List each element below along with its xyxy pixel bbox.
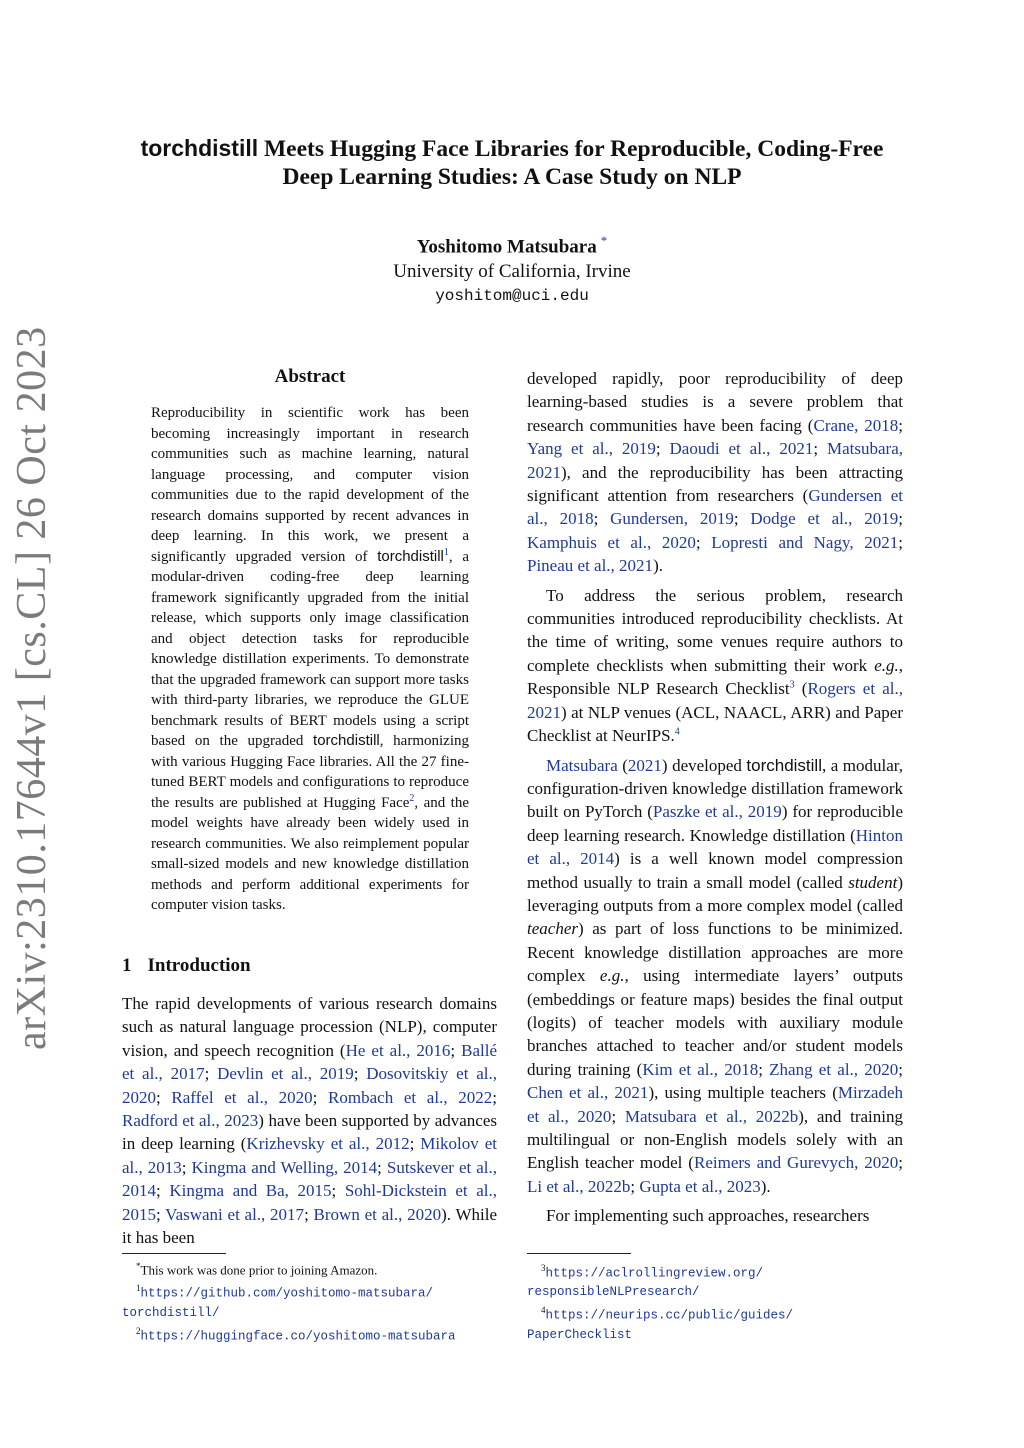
citation-link[interactable]: Yang et al., 2019 [527,439,656,459]
abstract-text-3: , harmonizing with various Hugging Face libraries. All the 27 fine-tuned BERT models and configurations to reproduce the results are published at Hugging Face [151,733,469,811]
footnote-1-url[interactable]: https://github.com/yoshitomo-matsubara/ [140,1286,434,1301]
citation-link[interactable]: Matsubara [546,755,618,775]
section-title: Introduction [147,955,251,976]
text-span: ), using multiple teachers ( [648,1083,838,1103]
citation-link[interactable]: Hinton et al., 2014 [527,825,903,869]
arxiv-identifier-stamp: arXiv:2310.17644v1 [cs.CL] 26 Oct 2023 [9,326,55,1050]
footnote-3 [527,1259,903,1282]
text-span: , using intermediate layers’ outputs (embeddings or feature maps) besides the final output (logits) of teacher models with auxiliary module branches attached to teacher and/or student models during training ( [527,966,903,1079]
footnote-2 [122,1322,502,1345]
footnote-divider-right [527,1253,631,1254]
footnote-mark: * [136,1261,141,1271]
abstract-text-4: , and the model weights have already been widely used in research communities. We also reimplement popular small-sized models and new knowledge distillation methods and perform additional experiments for computer vision tasks. [151,794,469,913]
title-line1: Meets Hugging Face Libraries for Reproducible, Coding-Free [258,136,884,162]
text-span: ) developed [661,755,747,775]
citation-link[interactable]: Gupta et al., 2023 [639,1176,761,1196]
citation-link[interactable]: Gundersen, 2019 [610,509,734,529]
paragraph-knowledge-distillation: Matsubara (2021) developed torchdistill, a modular, configuration-driven knowledge distillation framework built on PyTorch (Paszke et al., 2019) for reproducible deep learning research. Knowledge distillation (Hinton et al., 2014) is a well known model compression method usually to train a small model (called student) leveraging outputs from a more complex model (called teacher) as part of loss functions to be minimized. Recent knowledge distillation approaches are more complex e.g., using intermediate layers’ outputs (embeddings or feature maps) besides the final output (logits) of teacher models with auxiliary module branches attached to teacher and/or student models during training (Kim et al., 2018; Zhang et al., 2020; Chen et al., 2021), using multiple teachers (Mirzadeh et al., 2020; Matsubara et al., 2022b), and training multilingual or non-English models solely with an English teacher model (Reimers and Gurevych, 2020; Li et al., 2022b; Gupta et al., 2023). [527,755,904,1196]
text-span: ) at NLP venues (ACL, NAACL, ARR) and Paper Checklist at NeurIPS. [527,702,903,746]
citation-link[interactable]: Rombach et al., 2022 [328,1087,493,1107]
citation-link[interactable]: Crane, 2018 [813,415,899,435]
citation-link[interactable]: Dosovitskiy et al., 2020 [122,1064,497,1107]
citation-link[interactable]: Zhang et al., 2020 [769,1059,899,1079]
citation-link[interactable]: Mirzadeh et al., 2020 [527,1083,904,1126]
intro-text-2: ) have been supported by advances in deep learning ( [122,1111,498,1154]
footnotes-right [527,1259,903,1344]
author-block [262,228,762,309]
abstract-tool-name: torchdistill [377,547,444,565]
footnote-3-cont [527,1282,903,1301]
section-number: 1 [122,955,132,976]
text-span: ) for reproducible deep learning research. Knowledge distillation ( [527,802,903,845]
footnote-3-link[interactable]: 3 [789,679,795,691]
citation-link[interactable]: Ballé et al., 2017 [122,1040,497,1084]
author-footnote-link[interactable]: * [600,233,608,248]
intro-text-3: ). While it has been [122,1204,497,1248]
abstract-body [151,403,469,916]
citation-link[interactable]: Matsubara et al., 2022b [624,1106,799,1126]
citation-link[interactable]: Vaswani et al., 2017 [165,1204,305,1224]
footnote-mark: 1 [136,1283,141,1294]
citation-link[interactable]: Lopresti and Nagy, 2021 [711,532,899,552]
text-span: ) is a well known model compression method usually to train a small model (called [527,849,903,892]
text-span: , Responsible NLP Research Checklist [527,655,903,699]
citation-link[interactable]: Brown et al., 2020 [313,1204,442,1224]
emphasis-eg: e.g. [874,655,899,675]
abstract-tool-name-2: torchdistill [313,732,380,749]
footnote-1 [122,1279,502,1302]
footnote-1-url-cont[interactable]: torchdistill/ [122,1305,220,1320]
text-span: For implementing such approaches, researchers [546,1206,870,1226]
text-span: developed rapidly, poor reproducibility of deep learning-based studies is a severe problem that research communities have been facing ( [527,369,903,435]
citation-link[interactable]: Kamphuis et al., 2020 [527,532,696,552]
author-name: Yoshitomo Matsubara [416,236,597,258]
footnote-star [122,1257,502,1279]
paragraph-checklists: To address the serious problem, research communities introduced reproducibility checklists. At the time of writing, some venues require authors to complete checklists when submitting their work e.g., Responsible NLP Research Checklist$^3$ (Rogers et al., 2021) at NLP venues (ACL, NAACL, ARR) and Paper Checklist at NeurIPS.$^4$ [527,585,904,746]
emphasis-eg: e.g. [599,966,625,986]
text-span: ). [760,1176,771,1196]
text-span: To address the serious problem, research communities introduced reproducibility checklists. At the time of writing, some venues require authors to complete checklists when submitting their work [527,585,903,675]
text-span: , a modular, configuration-driven knowledge distillation framework built on PyTorch ( [527,755,903,822]
citation-link[interactable]: Matsubara, 2021 [527,439,903,482]
citation-link[interactable]: Paszke et al., 2019 [652,802,782,822]
footnotes-left [122,1257,502,1345]
text-span: ). [653,556,663,576]
text-span: ) as part of loss functions to be minimized. Recent knowledge distillation approaches are more complex [527,919,903,986]
citation-link[interactable]: Dodge et al., 2019 [750,509,899,529]
footnote-3-url-cont[interactable]: responsibleNLPresearch/ [527,1285,700,1300]
citation-link[interactable]: Gundersen et al., 2018 [527,486,903,529]
abstract-heading: Abstract [274,366,346,387]
author-email: yoshitom@uci.edu [435,287,589,306]
citation-link[interactable]: Rogers et al., 2021 [527,679,904,722]
citation-link[interactable]: Kim et al., 2018 [642,1059,759,1079]
citation-link[interactable]: Sutskever et al., 2014 [122,1157,497,1201]
footnote-1-cont [122,1303,502,1322]
citation-link[interactable]: Chen et al., 2021 [527,1083,649,1103]
abstract-text-2: , a modular-driven coding-free deep learning framework significantly upgraded from the initial release, which supports only image classification and object detection tasks for reproducible knowledge distillation experiments. To demonstrate that the upgraded framework can support more tasks with third-party libraries, we reproduce the GLUE benchmark results of BERT models using a script based on the upgraded [151,548,469,749]
citation-link[interactable]: He et al., 2016 [345,1040,451,1060]
footnote-mark: 3 [541,1263,546,1273]
citation-link[interactable]: Krizhevsky et al., 2012 [246,1134,410,1154]
emphasis-teacher: teacher [527,919,578,939]
footnote-2-link[interactable]: 2 [409,792,415,804]
title-tool-name: torchdistill [140,135,259,161]
citation-link[interactable]: Li et al., 2022b [527,1176,631,1196]
footnote-2-url[interactable]: https://huggingface.co/yoshitomo-matsubara [140,1328,456,1343]
abstract-text-1: Reproducibility in scientific work has been becoming increasingly important in research communities such as machine learning, natural language processing, and computer vision communities due to the rapid development of the research domains supported by recent advances in deep learning. In this work, we present a significantly upgraded version of [151,405,469,565]
citation-link[interactable]: Pineau et al., 2021 [527,556,654,576]
citation-link[interactable]: Devlin et al., 2019 [217,1064,354,1084]
footnote-text: This work was done prior to joining Amazon. [140,1262,378,1278]
footnote-4-url-cont[interactable]: PaperChecklist [527,1327,633,1342]
citation-link[interactable]: Mikolov et al., 2013 [122,1134,497,1177]
intro-text-1: The rapid developments of various research domains such as natural language procession (NLP), computer vision, and speech recognition ( [122,994,497,1060]
text-span: ) leveraging outputs from a more complex model (called [527,872,903,915]
footnote-1-link[interactable]: 1 [443,546,449,558]
paper-title [100,134,924,191]
right-column-body [527,367,903,1234]
paragraph-reproducibility: developed rapidly, poor reproducibility of deep learning-based studies is a severe problem that research communities have been facing (Crane, 2018; Yang et al., 2019; Daoudi et al., 2021; Matsubara, 2021), and the reproducibility has been attracting significant attention from researchers (Gundersen et al., 2018; Gundersen, 2019; Dodge et al., 2019; Kamphuis et al., 2020; Lopresti and Nagy, 2021; Pineau et al., 2021). [527,369,904,576]
footnote-divider-left [122,1253,226,1254]
footnote-4-url[interactable]: https://neurips.cc/public/guides/ [545,1308,794,1323]
text-span: ), and training multilingual or non-English models solely with an English teacher model ( [527,1106,903,1173]
introduction-paragraph: The rapid developments of various research domains such as natural language procession (NLP), computer vision, and speech recognition (He et al., 2016; Ballé et al., 2017; Devlin et al., 2019; Dosovitskiy et al., 2020; Raffel et al., 2020; Rombach et al., 2022; Radford et al., 2023) have been supported by advances in deep learning (Krizhevsky et al., 2012; Mikolov et al., 2013; Kingma and Welling, 2014; Sutskever et al., 2014; Kingma and Ba, 2015; Sohl-Dickstein et al., 2015; Vaswani et al., 2017; Brown et al., 2020). While it has been [122,994,498,1248]
citation-link[interactable]: Raffel et al., 2020 [171,1087,313,1107]
citation-link[interactable]: Kingma and Welling, 2014 [191,1157,378,1177]
citation-link[interactable]: Daoudi et al., 2021 [669,439,814,459]
emphasis-student: student [848,872,898,892]
footnote-mark: 2 [136,1325,141,1336]
citation-link[interactable]: Sohl-Dickstein et al., 2015 [122,1181,497,1224]
section-heading-introduction [122,955,251,977]
footnote-4 [527,1301,903,1324]
footnote-mark: 4 [541,1305,546,1316]
paragraph-implementing [527,1204,903,1227]
footnote-3-url[interactable]: https://aclrollingreview.org/ [545,1266,764,1281]
title-line2: Deep Learning Studies: A Case Study on NLP [282,164,742,190]
author-affiliation: University of California, Irvine [393,261,631,283]
text-span: ), and the reproducibility has been attracting significant attention from researchers ( [527,462,903,506]
citation-link[interactable]: Reimers and Gurevych, 2020 [693,1153,899,1173]
footnote-4-link[interactable]: 4 [674,726,680,738]
tool-name: torchdistill [746,755,822,775]
footnote-4-cont [527,1325,903,1344]
citation-link[interactable]: Kingma and Ba, 2015 [169,1181,332,1201]
citation-link[interactable]: Radford et al., 2023 [122,1111,259,1131]
citation-link[interactable]: 2021 [627,755,662,775]
